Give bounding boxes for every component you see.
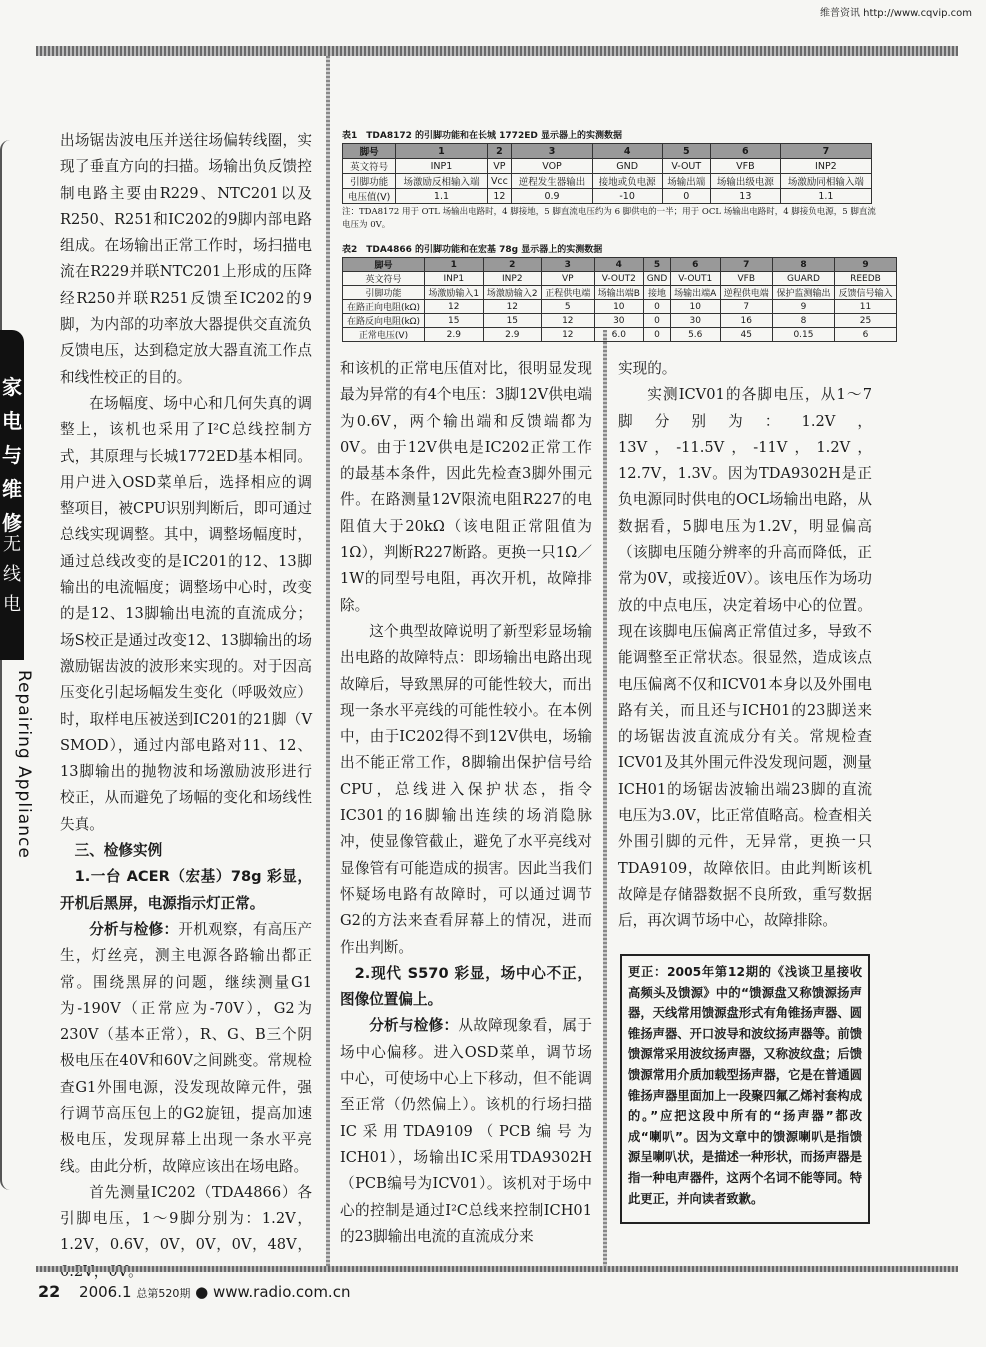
- bottom-border: [36, 1266, 958, 1272]
- tables-block: [342, 128, 902, 342]
- paragraph: 出场锯齿波电压并送往场偏转线圈，实现了垂直方向的扫描。场输出负反馈控制电路主要由R229、NTC201以及R250、R251和IC202的9脚内部电路组成。在场输出正常工作时，场扫描电流在R229并联NTC201上形成的压降经R250并联R251反馈至IC202的9脚，为内部的功率放大器提供交直流负反馈电压，达到稳定放大器直流工作点和线性校正的目的。: [60, 132, 312, 386]
- section-sidebar: [0, 330, 34, 910]
- issue-total: 总第520期: [136, 1287, 191, 1300]
- table-row: 在路反向电阻(kΩ) 15 15 12 30 0 30 16 8 25: [343, 314, 897, 328]
- case-heading: 2.现代 S570 彩显，场中心不正，图像位置偏上。: [340, 964, 592, 1009]
- table-row: 电压值(V) 1.1 12 0.9 -10 0 13 1.1: [343, 189, 872, 204]
- issue-date: 2006.1: [79, 1283, 132, 1301]
- table2-caption: 表2 TDA4866 的引脚功能和在宏基 78g 显示器上的实测数据: [342, 245, 603, 255]
- column-rule-1: [326, 56, 330, 1266]
- article-column-1: [60, 128, 312, 1285]
- magazine-logo: 无 线 电: [3, 534, 21, 615]
- paragraph: 在场幅度、场中心和几何失真的调整上，该机也采用了I²C总线控制方式，其原理与长城1772ED基本相同。用户进入OSD菜单后，选择相应的调整项目，被CPU识别判断后，即可通过总线实现调整。其中，调整场幅度时，通过总线改变的是IC201的12、13脚输出的电流幅度；调整场中心时，改变的是12、13脚输出电流的直流成分；场S校正是通过改变12、13脚输出的场激励锯齿波的波形来实现的。对于因高压变化引起场幅发生变化（呼吸效应）时，取样电压被送到IC201的21脚（V SMOD），通过内部电路对11、12、13脚输出的抛物波和场激励波形进行校正，从而避免了场幅的变化和场线性失真。: [60, 394, 312, 833]
- table2: [342, 257, 897, 342]
- table1-note: 注：TDA8172 用于 OTL 场输出电路时，4 脚接地，5 脚直流电压约为 6 脚供电的一半；用于 OCL 场输出电路时，4 脚接负电源，5 脚直流电压为 0V。: [342, 207, 876, 230]
- paragraph: 这个典型故障说明了新型彩显场输出电路的故障特点：即场输出电路出现故障后，导致黑屏的可能性较大，而出现一条水平亮线的可能性较小。在本例中，由于IC202得不到12V供电，场输出不能正常工作，8脚输出保护信号给CPU，总线进入保护状态，指令IC301的16脚输出连续的场消隐脉冲，使显像管截止，避免了水平亮线对显像管有可能造成的损害。因此当我们怀疑场电路有故障时，可以通过调节G2的方法来查看屏幕上的情况，进而作出判断。: [340, 622, 592, 956]
- website-link[interactable]: ● www.radio.com.cn: [195, 1283, 351, 1301]
- article-column-2: [340, 356, 592, 1250]
- table-row: 在路正向电阻(kΩ) 12 12 5 10 0 10 7 9 11: [343, 300, 897, 314]
- table-row: 英文符号 INP1 INP2 VP V-OUT2 GND V-OUT1 VFB GUARD REEDB: [343, 272, 897, 286]
- article-column-3: [618, 356, 872, 935]
- table-row: 脚号 1 2 3 4 5 6 7 8 9: [343, 258, 897, 272]
- section-heading: 三、检修实例: [74, 842, 163, 860]
- table1-caption: 表1 TDA8172 的引脚功能和在长城 1772ED 显示器上的实测数据: [342, 131, 622, 141]
- paragraph: 首先测量IC202（TDA4866）各引脚电压，1～9脚分别为：1.2V，1.2V，0.6V，0V，0V，0V，48V，: [60, 1183, 312, 1254]
- paragraph: 实测ICV01的各脚电压，从1～7脚分别为：1.2V，13V，-11.5V，-11V，1.2V，12.7V，1.3V。因为TDA9302H是正负电源同时供电的OCL场输出电路，从数据看，5脚电压为1.2V，明显偏高（该脚电压随分辨率的升高而降低，正常为0V，或接近0V）。该电压作为场功放的中点电压，决定着场中心的位置。现在该脚电压偏离正常值过多，导致不能调整至正常状态。很显然，造成该点电压偏离不仅和ICV01本身以及外围电路有关，而且还与ICH01的23脚送来的场锯齿波直流成分有关。常规检查ICV01及其外围元件没发现问题，测量ICH01的场锯齿波输出端23脚的直流电压为3.0V，比正常值略高。检查相关外围引脚的元件，无异常，更换一只TDA9109，故障依旧。由此判断该机故障是存储器数据不良所致，重写数据后，再次调节场中心，故障排除。: [618, 386, 872, 930]
- page-number: 22: [38, 1282, 61, 1301]
- page-footer: [38, 1282, 350, 1301]
- errata-box: [620, 954, 870, 1224]
- table-row: 引脚功能 场激励反相输入端 Vcc 逆程发生器输出 接地或负电源 场输出端 场输出级电源 场激励同相输入端: [343, 174, 872, 189]
- paragraph: 和该机的正常电压值对比，很明显发现最为异常的有4个电压：3脚12V供电端为0.6V，两个输出端和反馈端都为0V。由于12V供电是IC202正常工作的最基本条件，因此先检查3脚外围元件。在路测量12V限流电阻R227的电阻值大于20kΩ（该电阻正常阻值为1Ω），判断R227断路。更换一只1Ω／1W的同型号电阻，再次开机，故障排除。: [340, 360, 592, 614]
- table-row: 正常电压(V) 2.9 2.9 12 6.0 0 5.6 45 0.15 6: [343, 328, 897, 342]
- errata-lead: 更正：: [628, 965, 667, 979]
- paragraph: 分析与检修：开机观察，有高压产生，灯丝亮，测主电源各路输出都正常。围绕黑屏的问题，继续测量G1为-190V（正常应为-70V），G2为230V（基本正常），R、G、B三个阴极电压在40V和60V之间跳变。常规检查G1外围电源，没发现故障元件，强行调节高压包上的G2旋钮，提高加速极电压，发现屏幕上出现一条水平亮线。由此分析，故障应该出在场电路。: [60, 920, 312, 1175]
- case-heading: 1.一台 ACER（宏基）78g 彩显，开机后黑屏，电源指示灯正常。: [60, 868, 312, 912]
- source-watermark: 维普资讯 http://www.cqvip.com: [819, 8, 972, 19]
- table-row: 引脚功能 场激励输入1 场激励输入2 正程供电端 场输出端B 接地 场输出端A 逆程供电端 保护监测输出 反馈信号输入: [343, 286, 897, 300]
- paragraph: 实现的。: [618, 360, 677, 377]
- top-border: [36, 46, 958, 56]
- category-label-zh: 家 电 与 维 修: [2, 375, 22, 535]
- paragraph: 分析与检修：从故障现象看，属于场中心偏移。进入OSD菜单，调节场中心，可使场中心上下移动，但不能调至正常（仍然偏上）。该机的行场扫描IC采用TDA9109（PCB编号为ICH01），场输出IC采用TDA9302H（PCB编号为ICV01）。该机对于场中心的控制是通过I²C总线来控制ICH01的23脚输出电流的直流成分来: [340, 1017, 592, 1245]
- table-row: 英文符号 INP1 VP VOP GND V-OUT VFB INP2: [343, 159, 872, 174]
- errata-text: 2005年第12期的《浅谈卫星接收高频头及馈源》中的“馈源盘又称馈源扬声器，天线常用馈源盘形式有角锥扬声器、圆锥扬声器、开口波导和波纹扬声器等。前馈馈源常采用波纹扬声器，又称波纹盘；后馈馈源常用介质加载型扬声器，它是在普通圆锥扬声器里面加上一段聚四氟乙烯衬套构成的。”应把这段中所有的“扬声器”都改成“喇叭”。因为文章中的馈源喇叭是指馈源呈喇叭状，是描述一种形状，而扬声器是指一种电声器件，这两个名词不能等同。特此更正，并向读者致歉。: [628, 965, 862, 1206]
- table-row: 脚号 1 2 3 4 5 6 7: [343, 144, 872, 159]
- category-label-en: Repairing Appliance: [14, 670, 34, 859]
- table1: [342, 143, 872, 204]
- column-rule-2: [603, 330, 607, 1266]
